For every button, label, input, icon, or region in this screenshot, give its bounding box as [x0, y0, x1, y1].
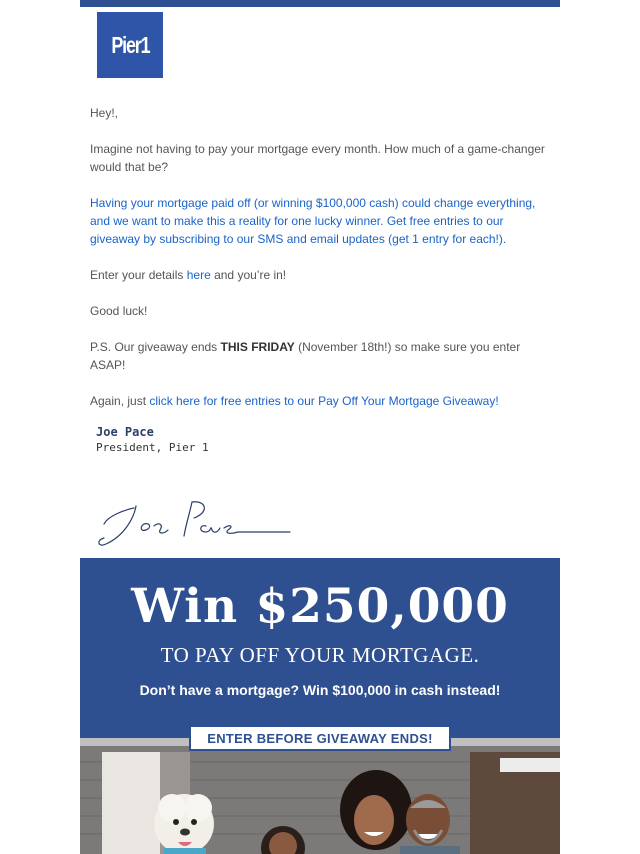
email-body — [80, 0, 560, 854]
paragraph-ps: P.S. Our giveaway ends THIS FRIDAY (November 18th!) so make sure you enter ASAP! — [90, 340, 521, 372]
banner-headline: Win $250,000 — [131, 579, 509, 634]
handwritten-signature-icon — [94, 496, 294, 552]
enter-giveaway-button[interactable]: ENTER BEFORE GIVEAWAY ENDS! — [189, 725, 451, 751]
paragraph-enter: Enter your details here and you’re in! — [90, 268, 287, 282]
paragraph-good-luck: Good luck! — [90, 304, 148, 318]
here-link[interactable]: here — [186, 268, 211, 282]
signoff-title: President, Pier 1 — [96, 441, 209, 454]
paragraph-intro: Imagine not having to pay your mortgage every month. How much of a game-changer would that be? — [90, 142, 545, 174]
paragraph-offer: Having your mortgage paid off (or winning $100,000 cash) could change everything, and we want to make this a reality for one lucky winner. Get free entries to our giveaway by subscribing to our SMS and email updates (get 1 entry for each!). — [90, 196, 536, 246]
banner-subhead: TO PAY OFF YOUR MORTGAGE. — [160, 643, 480, 667]
paragraph-again: Again, just click here for free entries to our Pay Off Your Mortgage Giveaway! — [90, 394, 499, 408]
family-photo[interactable] — [80, 738, 560, 854]
giveaway-banner[interactable] — [80, 558, 560, 738]
ps-bold: THIS FRIDAY — [220, 340, 295, 354]
greeting: Hey!, — [90, 106, 119, 120]
top-bar — [80, 0, 560, 7]
banner-cash-line: Don’t have a mortgage? Win $100,000 in cash instead! — [139, 682, 501, 698]
pier1-logo[interactable]: Pier1 — [97, 12, 163, 78]
giveaway-link[interactable]: click here for free entries to our Pay Off Your Mortgage Giveaway! — [149, 394, 499, 408]
signoff-name: Joe Pace — [96, 425, 154, 439]
family-photo-icon — [80, 738, 560, 854]
